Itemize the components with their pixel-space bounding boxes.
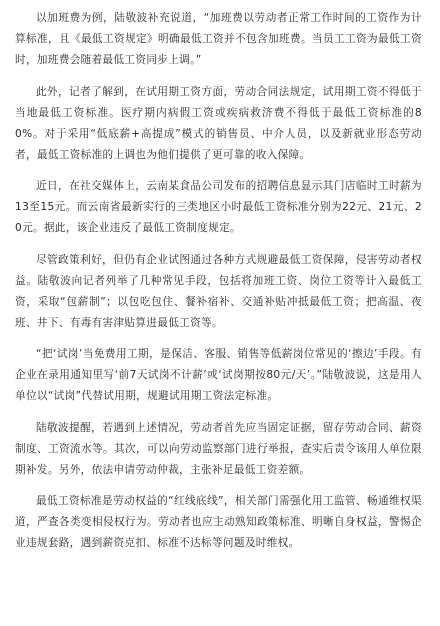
paragraph-trial-job-quote: “把‘试岗’当免费用工期，是保洁、客服、销售等低薪岗位常见的‘擦边’手段。有企业在录用通知里写‘前7天试岗不计薪’或‘试岗期按80元/天’。”陆敬波说，这是用人单位以“试岗”代替试用期，规避试用期工资法定标准。 (15, 348, 422, 402)
paragraph-overtime-pay: 以加班费为例，陆敬波补充说道，“加班费以劳动者正常工作时间的工资作为计算标准，且《最低工资规定》明确最低工资并不包含加班费。当员工工资为最低工资时，加班费会随着最低工资同步上调。” (15, 12, 422, 66)
paragraph-worker-remedies: 陆敬波提醒，若遇到上述情况，劳动者首先应当固定证据，留存劳动合同、薪资制度、工资流水等。其次，可以向劳动监察部门进行举报，查实后责令该用人单位限期补发。另外，依法申请劳动仲裁，主张补足最低工资差额。 (15, 421, 422, 476)
paragraph-yunnan-case: 近日，在社交媒体上，云南某食品公司发布的招聘信息显示其门店临时工时薪为13至15元。而云南省最新实行的三类地区小时最低工资标准分别为22元、21元、20元。据此，该企业违反了最低工资制度规定。 (15, 180, 422, 234)
paragraph-evasion-tactics: 尽管政策利好，但仍有企业试图通过各种方式规避最低工资保障，侵害劳动者权益。陆敬波向记者列举了几种常见手段，包括将加班工资、岗位工资等计入最低工资，采取“包薪制”；以包吃包住、餐补宿补、交通补贴冲抵最低工资；把高温、夜班、井下、有毒有害津贴算进最低工资等。 (15, 253, 422, 329)
paragraph-probation-wage: 此外，记者了解到，在试用期工资方面，劳动合同法规定，试用期工资不得低于当地最低工资标准。医疗期内病假工资或疾病救济费不得低于最低工资标准的80%。对于采用“低底薪+高提成”模式的销售员、中介人员，以及新就业形态劳动者，最低工资标准的上调也为他们提供了更可靠的收入保障。 (15, 85, 422, 161)
paragraph-conclusion: 最低工资标准是劳动权益的“红线底线”，相关部门需强化用工监管、畅通维权渠道，严查各类变相侵权行为。劳动者也应主动熟知政策标准、明晰自身权益，警惕企业违规套路，遇到薪资克扣、标准不达标等问题及时维权。 (15, 495, 422, 549)
